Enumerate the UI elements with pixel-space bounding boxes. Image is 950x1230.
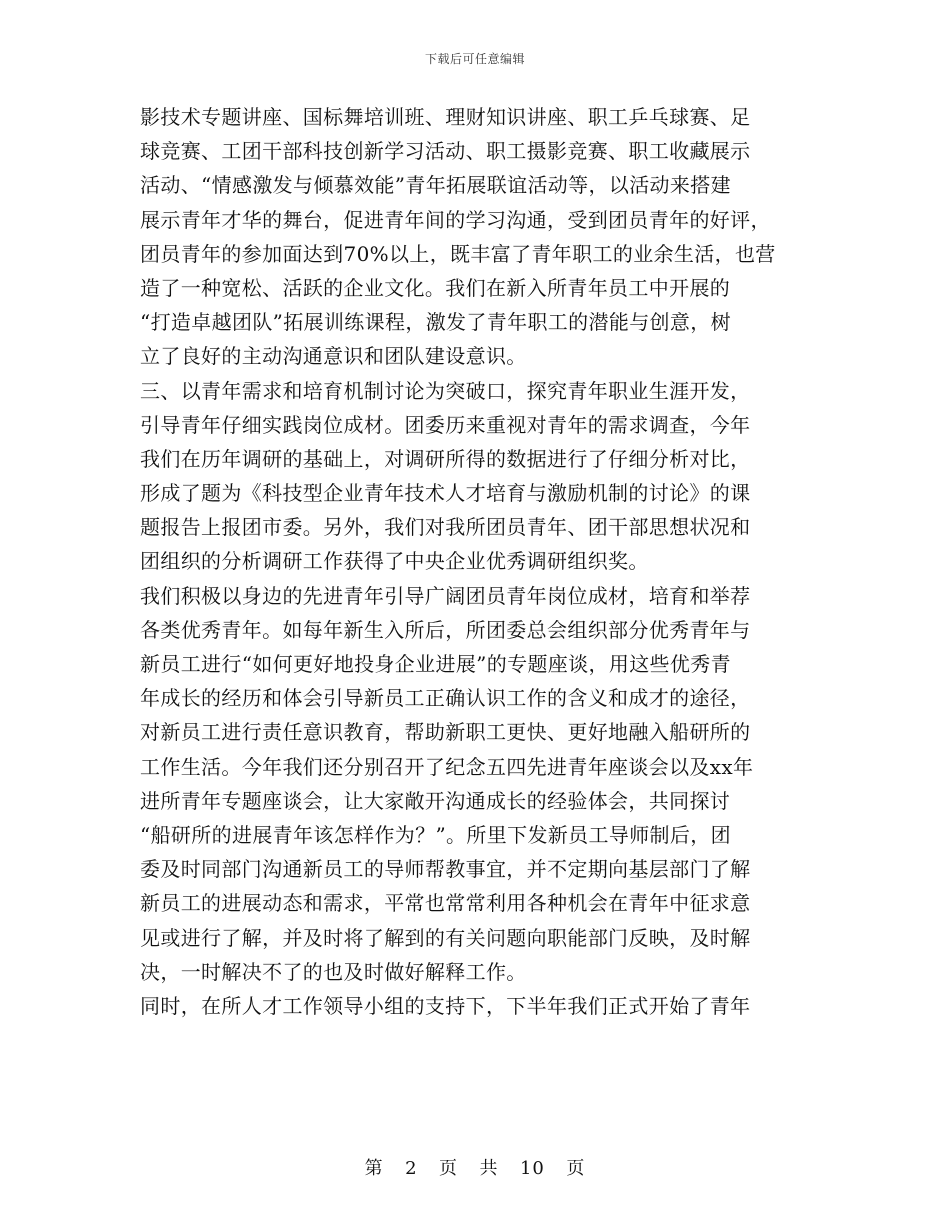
current-page-number: 2 [405,1158,418,1179]
text-line: 造了一种宽松、活跃的企业文化。我们在新入所青年员工中开展的 [140,275,731,300]
text-line: 工作生活。今年我们还分别召开了纪念五四先进青年座谈会以及xx年 [140,754,754,779]
text-line: 我们积极以身边的先进青年引导广阔团员青年岗位成材，培育和举荐 [140,583,751,608]
text-line: 形成了题为《科技型企业青年技术人才培育与激励机制的讨论》的课 [140,481,751,506]
text-line: 球竞赛、工团干部科技创新学习活动、职工摄影竞赛、职工收藏展示 [140,139,751,164]
text-line: 新员工的进展动态和需求，平常也常常利用各种机会在青年中征求意 [140,891,751,916]
footer-label-unit: 页 [439,1158,459,1179]
text-line: 决，一时解决不了的也及时做好解释工作。 [140,959,527,984]
text-line: 我们在历年调研的基础上，对调研所得的数据进行了仔细分析对比， [140,446,751,471]
text-line: 团员青年的参加面达到70%以上，既丰富了青年职工的业余生活，也营 [140,241,776,266]
body-text [140,100,820,1023]
total-pages-number: 10 [519,1158,545,1179]
text-line: 见或进行了解，并及时将了解到的有关问题向职能部门反映，及时解 [140,925,751,950]
text-line: 影技术专题讲座、国标舞培训班、理财知识讲座、职工乒乓球赛、足 [140,105,751,129]
text-line: 引导青年仔细实践岗位成材。团委历来重视对青年的需求调查，今年 [140,412,751,437]
page-footer [0,1154,950,1180]
footer-label-unit-2: 页 [566,1158,586,1179]
text-line: “船研所的进展青年该怎样作为？”。所里下发新员工导师制后，团 [140,822,731,847]
text-line: 立了良好的主动沟通意识和团队建设意识。 [140,344,527,369]
text-line: 进所青年专题座谈会，让大家敞开沟通成长的经验体会，共同探讨 [140,788,731,813]
text-line: “打造卓越团队”拓展训练课程，激发了青年职工的潜能与创意，树 [140,310,731,335]
text-line: 同时，在所人才工作领导小组的支持下，下半年我们正式开始了青年 [140,993,751,1018]
text-line: 新员工进行“如何更好地投身企业进展”的专题座谈，用这些优秀青 [140,652,731,676]
text-line: 活动、“情感激发与倾慕效能”青年拓展联谊活动等，以活动来搭建 [140,173,731,198]
text-line: 对新员工进行责任意识教育，帮助新职工更快、更好地融入船研所的 [140,720,751,745]
text-line: 三、以青年需求和培育机制讨论为突破口，探究青年职业生涯开发， [140,378,751,403]
footer-label-page: 第 [364,1158,384,1179]
text-line: 各类优秀青年。如每年新生入所后，所团委总会组织部分优秀青年与 [140,617,751,642]
text-line: 团组织的分析调研工作获得了中央企业优秀调研组织奖。 [140,549,649,574]
text-line: 委及时同部门沟通新员工的导师帮教事宜，并不定期向基层部门了解 [140,857,751,882]
text-line: 展示青年才华的舞台，促进青年间的学习沟通，受到团员青年的好评， [140,207,771,232]
footer-label-total: 共 [479,1158,499,1179]
header-note: 下载后可任意编辑 [424,52,525,66]
text-line: 年成长的经历和体会引导新员工正确认识工作的含义和成才的途径， [140,686,751,711]
text-line: 题报告上报团市委。另外，我们对我所团员青年、团干部思想状况和 [140,515,751,540]
